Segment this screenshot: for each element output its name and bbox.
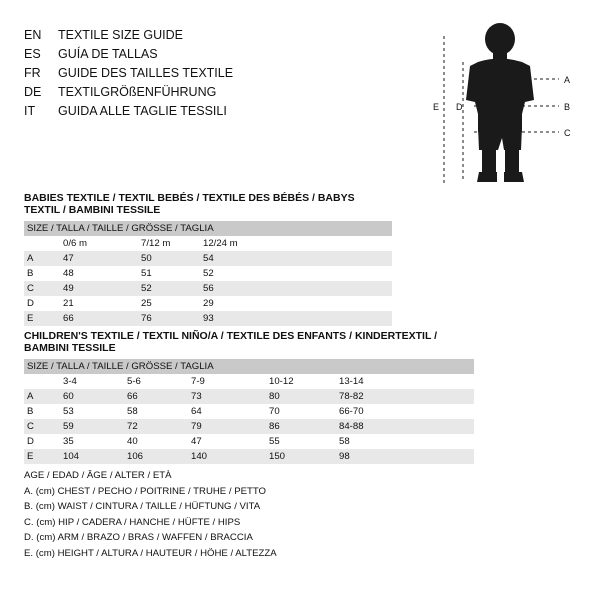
children-column-1: 5-6	[127, 374, 191, 389]
babies-cell-b-2: 52	[203, 266, 392, 281]
babies-cell-c-0: 49	[63, 281, 141, 296]
legend-line-e: E. (cm) HEIGHT / ALTURA / HAUTEUR / HÖHE / ALTEZZA	[24, 547, 277, 559]
children-header-row	[24, 359, 474, 374]
babies-cell-c-2: 56	[203, 281, 392, 296]
babies-size-table	[24, 221, 392, 326]
table-row	[24, 296, 392, 311]
children-column-row	[24, 374, 474, 389]
figure-label-e: E	[433, 102, 440, 112]
children-cell-b-4: 66-70	[339, 404, 474, 419]
children-cell-e-2: 140	[191, 449, 269, 464]
children-cell-b-2: 64	[191, 404, 269, 419]
title-block	[24, 28, 354, 123]
table-row	[24, 389, 474, 404]
table-row	[24, 281, 392, 296]
title-row-en	[24, 28, 354, 47]
table-row	[24, 251, 392, 266]
babies-header-row	[24, 221, 392, 236]
title-row-de	[24, 85, 354, 104]
babies-cell-e-1: 76	[141, 311, 203, 326]
babies-row-label-a: A	[24, 251, 63, 266]
children-row-label-d: D	[24, 434, 63, 449]
children-size-table	[24, 359, 474, 464]
language-code-it: IT	[24, 104, 36, 118]
babies-column-2: 12/24 m	[203, 236, 392, 251]
children-cell-b-3: 70	[269, 404, 339, 419]
children-cell-d-2: 47	[191, 434, 269, 449]
babies-cell-b-0: 48	[63, 266, 141, 281]
table-row	[24, 311, 392, 326]
title-row-fr	[24, 66, 354, 85]
babies-cell-d-2: 29	[203, 296, 392, 311]
figure-label-d: D	[456, 102, 463, 112]
legend-line-b: B. (cm) WAIST / CINTURA / TAILLE / HÜFTUNG / VITA	[24, 501, 261, 512]
table-row	[24, 449, 474, 464]
figure-label-c: C	[564, 128, 571, 138]
title-row-it	[24, 104, 354, 123]
babies-corner-cell	[24, 236, 63, 251]
babies-row-label-c: C	[24, 281, 63, 296]
children-cell-b-0: 53	[63, 404, 127, 419]
babies-cell-d-1: 25	[141, 296, 203, 311]
child-silhouette-figure	[422, 22, 582, 192]
babies-column-1: 7/12 m	[141, 236, 203, 251]
children-cell-d-0: 35	[63, 434, 127, 449]
children-corner-cell	[24, 374, 63, 389]
legend-line-c: C. (cm) HIP / CADERA / HANCHE / HÜFTE / HIPS	[24, 516, 241, 528]
children-cell-e-1: 106	[127, 449, 191, 464]
babies-cell-d-0: 21	[63, 296, 141, 311]
title-text-fr: GUIDE DES TAILLES TEXTILE	[58, 66, 234, 80]
children-cell-c-1: 72	[127, 419, 191, 434]
children-cell-c-2: 79	[191, 419, 269, 434]
children-row-label-e: E	[24, 449, 63, 464]
children-section	[24, 330, 474, 464]
children-column-3: 10-12	[269, 374, 339, 389]
children-cell-d-4: 58	[339, 434, 474, 449]
table-row	[24, 266, 392, 281]
babies-cell-e-2: 93	[203, 311, 392, 326]
babies-column-0: 0/6 m	[63, 236, 141, 251]
legend-line-age: AGE / EDAD / ÂGE / ALTER / ETÀ	[24, 470, 172, 481]
title-row-es	[24, 47, 354, 66]
babies-row-label-e: E	[24, 311, 63, 326]
children-row-label-c: C	[24, 419, 63, 434]
babies-cell-a-0: 47	[63, 251, 141, 266]
babies-cell-a-1: 50	[141, 251, 203, 266]
title-text-de: TEXTILGRÖßENFÜHRUNG	[58, 85, 217, 99]
children-cell-e-3: 150	[269, 449, 339, 464]
children-size-header: SIZE / TALLA / TAILLE / GRÖSSE / TAGLIA	[24, 359, 474, 374]
children-cell-c-0: 59	[63, 419, 127, 434]
children-cell-a-1: 66	[127, 389, 191, 404]
babies-column-row	[24, 236, 392, 251]
babies-cell-c-1: 52	[141, 281, 203, 296]
babies-size-header: SIZE / TALLA / TAILLE / GRÖSSE / TAGLIA	[24, 221, 392, 236]
babies-row-label-d: D	[24, 296, 63, 311]
language-code-es: ES	[24, 47, 41, 61]
children-cell-a-3: 80	[269, 389, 339, 404]
language-code-fr: FR	[24, 66, 41, 80]
children-cell-e-4: 98	[339, 449, 474, 464]
title-text-it: GUIDA ALLE TAGLIE TESSILI	[58, 104, 227, 118]
figure-label-b: B	[564, 102, 571, 112]
figure-label-a: A	[564, 75, 571, 85]
children-cell-d-3: 55	[269, 434, 339, 449]
children-cell-e-0: 104	[63, 449, 127, 464]
children-cell-a-2: 73	[191, 389, 269, 404]
language-code-de: DE	[24, 85, 42, 99]
children-row-label-b: B	[24, 404, 63, 419]
table-row	[24, 434, 474, 449]
babies-cell-e-0: 66	[63, 311, 141, 326]
children-cell-a-4: 78-82	[339, 389, 474, 404]
children-column-4: 13-14	[339, 374, 474, 389]
children-row-label-a: A	[24, 389, 63, 404]
title-text-es: GUÍA DE TALLAS	[58, 47, 158, 61]
children-cell-c-3: 86	[269, 419, 339, 434]
children-cell-b-1: 58	[127, 404, 191, 419]
table-row	[24, 419, 474, 434]
language-code-en: EN	[24, 28, 42, 42]
babies-cell-b-1: 51	[141, 266, 203, 281]
title-text-en: TEXTILE SIZE GUIDE	[58, 28, 184, 42]
silhouette-shape	[466, 23, 534, 182]
legend-line-a: A. (cm) CHEST / PECHO / POITRINE / TRUHE / PETTO	[24, 485, 267, 497]
children-cell-a-0: 60	[63, 389, 127, 404]
babies-section	[24, 192, 392, 326]
table-row	[24, 404, 474, 419]
measurement-legend	[24, 468, 277, 561]
children-cell-c-4: 84-88	[339, 419, 474, 434]
legend-line-d: D. (cm) ARM / BRAZO / BRAS / WAFFEN / BRACCIA	[24, 532, 253, 543]
babies-heading: BABIES TEXTILE / TEXTIL BEBÉS / TEXTILE DES BÉBÉS / BABYS TEXTIL / BAMBINI TESSILE	[24, 192, 355, 216]
children-heading: CHILDREN'S TEXTILE / TEXTIL NIÑO/A / TEXTILE DES ENFANTS / KINDERTEXTIL / BAMBINI TESSILE	[24, 330, 438, 354]
children-column-0: 3-4	[63, 374, 127, 389]
children-cell-d-1: 40	[127, 434, 191, 449]
babies-cell-a-2: 54	[203, 251, 392, 266]
children-column-2: 7-9	[191, 374, 269, 389]
babies-row-label-b: B	[24, 266, 63, 281]
